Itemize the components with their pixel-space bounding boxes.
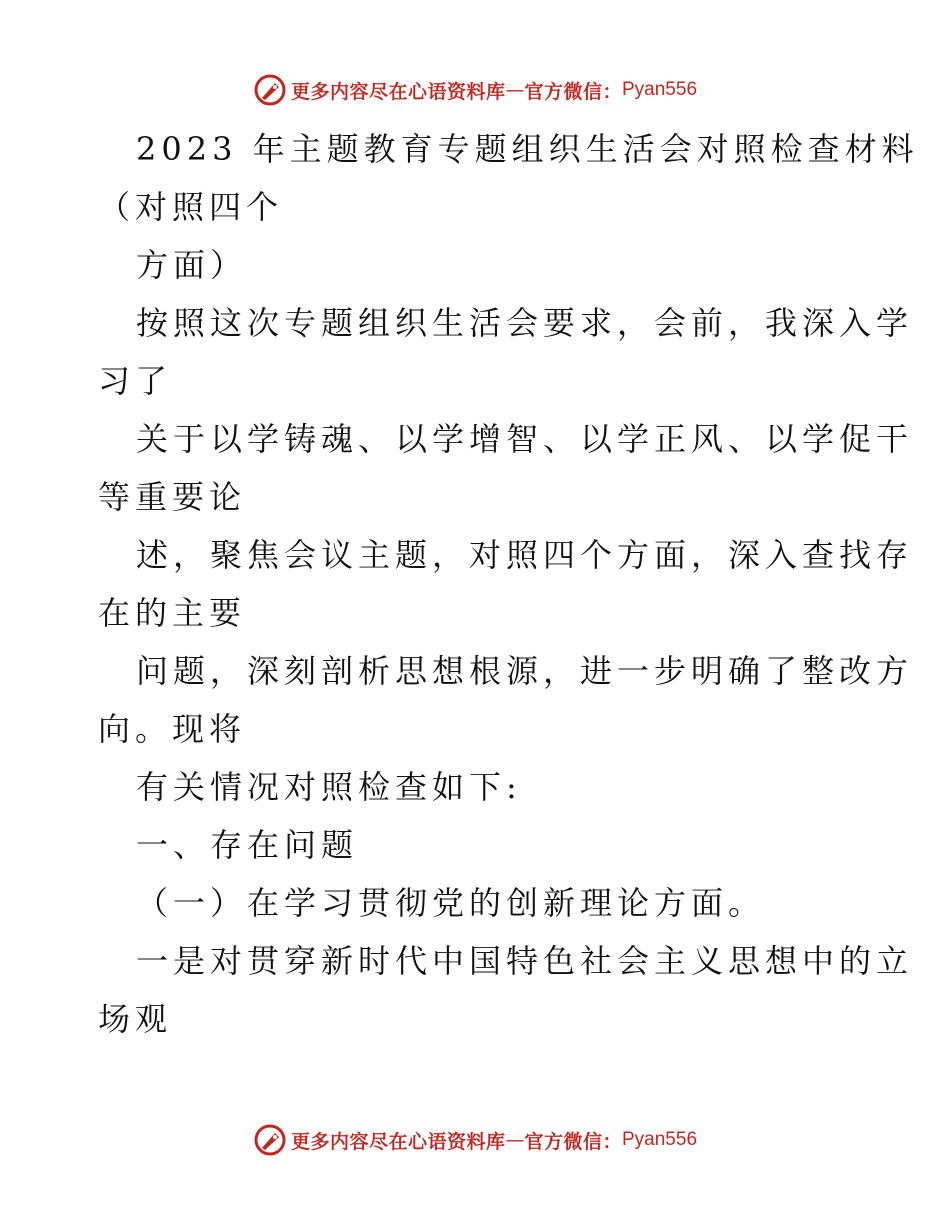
document-line: 一是对贯穿新时代中国特色社会主义思想中的立 (136, 942, 914, 980)
watermark-dash: — (505, 79, 525, 101)
document-line: 在的主要 (98, 594, 247, 632)
header-watermark (0, 70, 950, 110)
pen-nib-logo-icon (253, 73, 287, 107)
document-line: 问题，深刻剖析思想根源，进一步明确了整改方 (136, 652, 914, 690)
document-line: 方面） (136, 246, 248, 284)
document-line: 等重要论 (98, 478, 247, 516)
footer-watermark (0, 1120, 950, 1160)
subsection-heading: （一）在学习贯彻党的创新理论方面。 (136, 884, 766, 922)
document-title: 2023 年主题教育专题组织生活会对照检查材料 (136, 130, 919, 168)
document-line: 向。现将 (98, 710, 247, 748)
document-line: 有关情况对照检查如下: (136, 768, 522, 806)
document-line: 按照这次专题组织生活会要求，会前，我深入学 (136, 304, 914, 342)
watermark-site-text: 更多内容尽在心语资料库 (290, 80, 506, 103)
document-line: （对照四个 (98, 188, 284, 226)
pen-nib-logo-icon (253, 1123, 287, 1157)
document-line: 场观 (98, 1000, 173, 1038)
section-heading: 一、存在问题 (136, 826, 359, 864)
watermark-handle: Pyan556 (622, 1129, 698, 1150)
document-line: 述，聚焦会议主题，对照四个方面，深入查找存 (136, 536, 914, 574)
watermark-wechat-label: 官方微信： (524, 1130, 622, 1153)
document-line: 习了 (98, 362, 173, 400)
watermark-wechat-label: 官方微信： (524, 80, 622, 103)
document-line: 关于以学铸魂、以学增智、以学正风、以学促干 (136, 420, 914, 458)
watermark-handle: Pyan556 (622, 79, 698, 100)
watermark-dash: — (505, 1129, 525, 1151)
watermark-site-text: 更多内容尽在心语资料库 (290, 1130, 506, 1153)
